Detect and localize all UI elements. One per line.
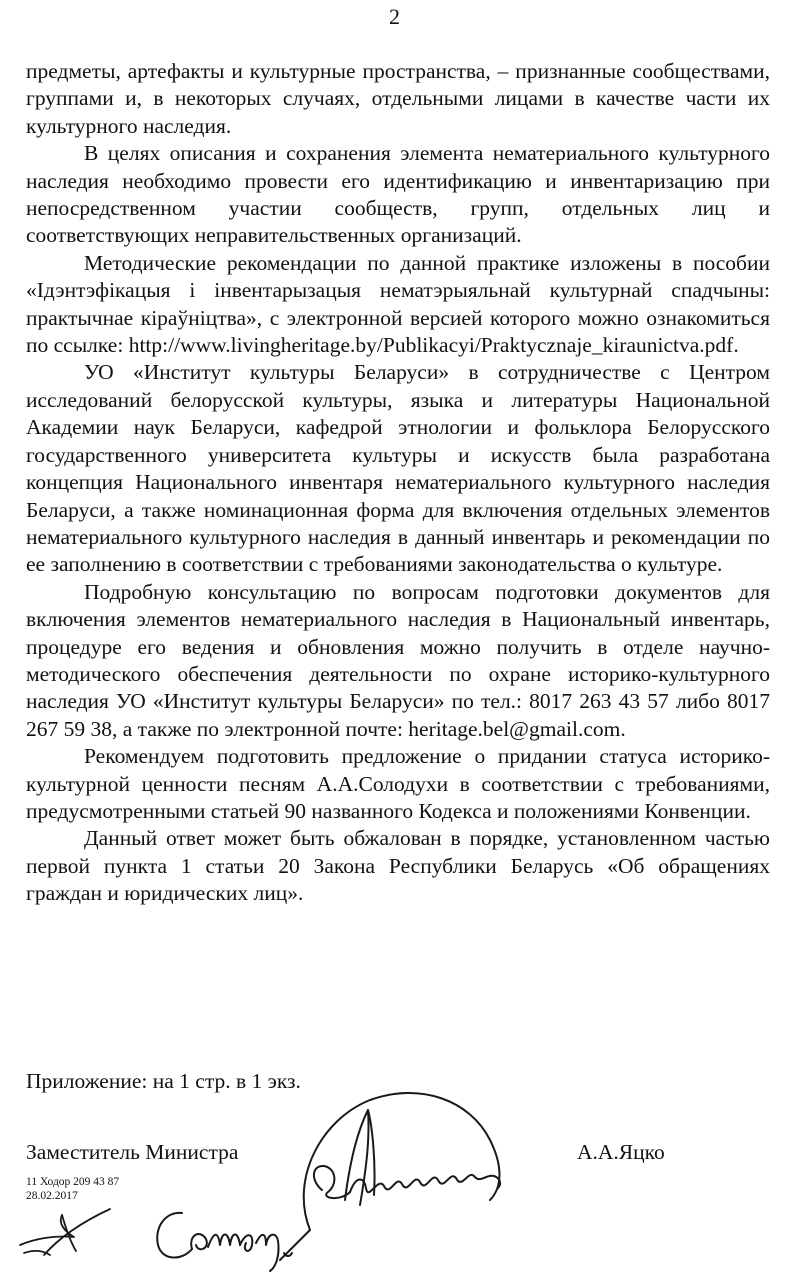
attachment-note: Приложение: на 1 стр. в 1 экз. <box>26 1069 301 1093</box>
executor-line: 11 Ходор 209 43 87 <box>26 1176 120 1188</box>
paragraph-concept: УО «Институт культуры Беларуси» в сотрудничестве с Центром исследований белорусской культуры, языка и литературы Национальной Академии наук Беларуси, кафедрой этнологии и фольклора Белорусского государственного университета культуры и искусств была разработана концепция Национального инвентаря нематериального культурного наследия Беларуси, а также номинационная форма для включения отдельных элементов нематериального культурного наследия в данный инвентарь и рекомендации по ее заполнению в соответствии с требованиями законодательства о культуре. <box>26 360 770 577</box>
executor-info <box>26 1175 119 1203</box>
paragraph-consultation: Подробную консультацию по вопросам подготовки документов для включения элементов нематериального наследия в Национальный инвентарь, процедуре его ведения и обновления можно получить в отделе научно-методического обеспечения деятельности по охране историко-культурного наследия УО «Институт культуры Беларуси» по тел.: 8017 263 43 57 либо 8017 267 59 38, а также по электронной почте: heritage.bel@gmail.com. <box>26 579 770 741</box>
page-number: 2 <box>389 4 400 29</box>
signer-name: А.А.Яцко <box>577 1140 665 1164</box>
letter-body <box>26 58 770 908</box>
paragraph-appeal: Данный ответ может быть обжалован в порядке, установленном частью первой пункта 1 статьи 20 Закона Республики Беларусь «Об обращениях граждан и юридических лиц». <box>26 826 770 906</box>
scan-edge-mark <box>4 200 7 240</box>
executor-date: 28.02.2017 <box>26 1190 78 1202</box>
paragraph-recommendation: Рекомендуем подготовить предложение о придании статуса историко-культурной ценности песням А.А.Солодухи в соответствии с требованиями, предусмотренными статьей 90 названного Кодекса и положениями Конвенции. <box>26 744 770 823</box>
initials-mark <box>14 1205 124 1265</box>
paragraph-identification: В целях описания и сохранения элемента нематериального культурного наследия необходимо провести его идентификацию и инвентаризацию при непосредственном участии сообществ, групп, отдельных лиц и соответствующих неправительственных организаций. <box>26 141 770 248</box>
paragraph-methodology: Методические рекомендации по данной практике изложены в пособии «Ідэнтэфікацыя і інвентарызацыя нематэрыяльнай культурнай спадчыны: практычнае кіраўніцтва», с электронной версией которого можно ознакомиться по ссылке: http://www.livingheritage.by/Publikacyi/Praktycznaje_kiraunictva.pdf. <box>26 250 770 358</box>
paragraph-continuation: предметы, артефакты и культурные пространства, – признанные сообществами, группами и, в некоторых случаях, отдельными лицами в качестве части их культурного наследия. <box>26 59 770 138</box>
approval-signature <box>148 1195 318 1275</box>
signer-title: Заместитель Министра <box>26 1140 239 1164</box>
